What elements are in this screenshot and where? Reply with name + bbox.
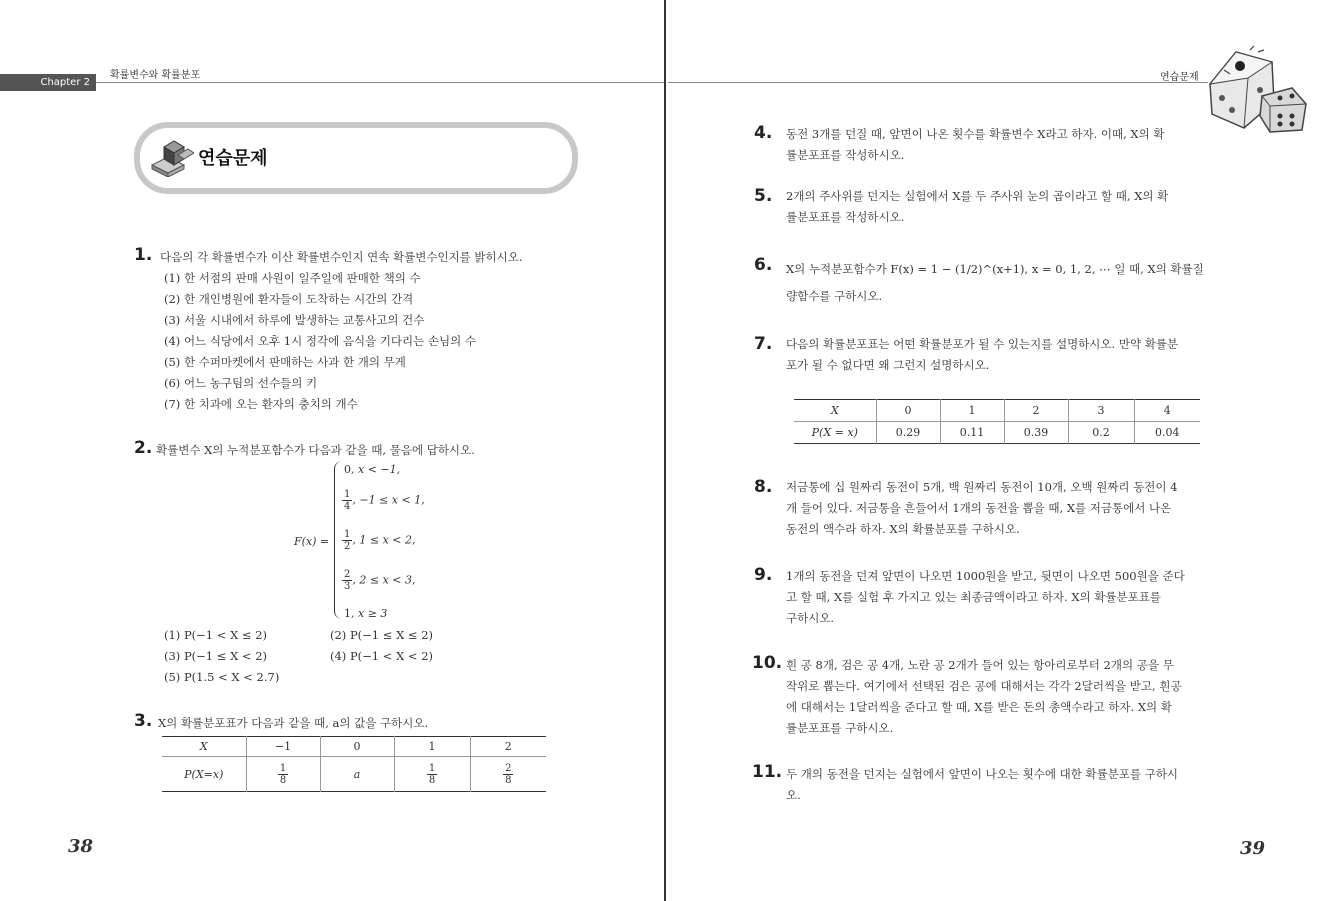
page-spine: [664, 0, 666, 901]
page-number-right: 39: [1240, 838, 1266, 859]
question-text-line: 작위로 뽑는다. 여기에서 선택된 검은 공에 대해서는 각각 2달러씩을 받고, 흰공: [786, 679, 1182, 693]
question-text-line: 고 할 때, X를 실험 후 가지고 있는 최종금액이라고 하자. X의 확률분포표를: [786, 590, 1161, 604]
table-cell: X: [162, 737, 246, 757]
question-text: 확률변수 X의 누적분포함수가 다음과 같을 때, 물음에 답하시오.: [156, 443, 475, 457]
table-cell: P(X=x): [162, 757, 246, 792]
table-cell: X: [794, 400, 876, 422]
table-cell: a: [320, 757, 394, 792]
cdf-case: $\frac{1}{2}$ , 1 ≤ x < 2,: [344, 529, 416, 552]
question-text-line: 률분포표를 구하시오.: [786, 721, 894, 735]
page-number-left: 38: [68, 836, 94, 857]
list-item: (4) P(−1 < X < 2): [330, 649, 434, 663]
table-cell: $\frac{1}{8}$: [394, 757, 470, 792]
table-cell: 0.04: [1155, 426, 1180, 439]
cdf-case: 1, x ≥ 3: [344, 607, 388, 620]
list-item: (1) 한 서점의 판매 사원이 일주일에 판매한 책의 수: [164, 271, 421, 285]
question-text-line: 동전 3개를 던질 때, 앞면이 나온 횟수를 확률변수 X라고 하자. 이때, X의 확: [786, 127, 1165, 141]
list-item: (3) P(−1 ≤ X < 2): [164, 649, 268, 663]
question-number: 5.: [754, 186, 773, 206]
list-item: (5) 한 수퍼마켓에서 판매하는 사과 한 개의 무게: [164, 355, 406, 369]
question-text: 다음의 각 확률변수가 이산 확률변수인지 연속 확률변수인지를 밝히시오.: [160, 250, 523, 264]
table-cell: 3: [1068, 400, 1134, 422]
list-item: (4) 어느 식당에서 오후 1시 정각에 음식을 기다리는 손님의 수: [164, 334, 477, 348]
table-cell: 1: [394, 737, 470, 757]
question-number: 8.: [754, 477, 773, 497]
question-number: 7.: [754, 334, 773, 354]
cdf-label: F(x) =: [294, 535, 330, 548]
header-rule-left: [96, 82, 664, 83]
list-item: (7) 한 치과에 오는 환자의 충치의 개수: [164, 397, 358, 411]
cdf-brace: [334, 461, 342, 619]
question-number: 2.: [134, 438, 153, 458]
header-rule-right: [668, 82, 1208, 83]
question-text-line: 구하시오.: [786, 611, 835, 625]
table-cell: 0.11: [940, 422, 1004, 444]
question-number: 4.: [754, 123, 773, 143]
blocks-icon: [148, 135, 194, 177]
table-row: [162, 757, 546, 792]
table-cell: 4: [1134, 400, 1200, 422]
banner-title: 연습문제: [198, 148, 268, 169]
probability-table: [794, 399, 1200, 444]
header-title-right: 연습문제: [1160, 72, 1199, 83]
dice-illustration: [1200, 44, 1312, 134]
question-text-line: 1개의 동전을 던져 앞면이 나오면 1000원을 받고, 뒷면이 나오면 500원을 준다: [786, 569, 1185, 583]
table-row: [794, 422, 1200, 444]
table-cell: 0: [876, 400, 940, 422]
table-cell: 2: [1004, 400, 1068, 422]
question-text-line: 다음의 확률분포표는 어떤 확률분포가 될 수 있는지를 설명하시오. 만약 확률분: [786, 337, 1179, 351]
table-cell: $\frac{1}{8}$: [246, 757, 320, 792]
question-number: 10.: [752, 653, 783, 673]
question-text: X의 확률분포표가 다음과 같을 때, a의 값을 구하시오.: [158, 716, 429, 730]
question-text-line: 두 개의 동전을 던지는 실험에서 앞면이 나오는 횟수에 대한 확률분포를 구하시: [786, 767, 1179, 781]
question-text-line: 량함수를 구하시오.: [786, 289, 883, 303]
list-item: (2) 한 개인병원에 환자들이 도착하는 시간의 간격: [164, 292, 414, 306]
question-text-line: X의 누적분포함수가 F(x) = 1 − (1/2)^(x+1), x = 0, 1, 2, ⋯ 일 때, X의 확률질: [786, 262, 1204, 276]
table-cell: 2: [470, 737, 546, 757]
table-header-row: [794, 400, 1200, 422]
cdf-case: $\frac{2}{3}$ , 2 ≤ x < 3,: [344, 569, 416, 592]
question-text-line: 개 들어 있다. 저금통을 흔들어서 1개의 동전을 뽑을 때, X를 저금통에서 나온: [786, 501, 1172, 515]
table-cell: 0: [320, 737, 394, 757]
question-number: 1.: [134, 245, 153, 265]
table-cell: 0.39: [1004, 422, 1068, 444]
question-text-line: 저금통에 십 원짜리 동전이 5개, 백 원짜리 동전이 10개, 오백 원짜리 동전이 4: [786, 480, 1178, 494]
list-item: (2) P(−1 ≤ X ≤ 2): [330, 628, 434, 642]
question-text-line: 흰 공 8개, 검은 공 4개, 노란 공 2개가 들어 있는 항아리로부터 2개의 공을 무: [786, 658, 1174, 672]
question-number: 9.: [754, 565, 773, 585]
question-number: 3.: [134, 711, 153, 731]
header-title-left: 확률변수와 확률분포: [110, 70, 201, 81]
table-cell: 0.2: [1068, 422, 1134, 444]
table-cell: −1: [246, 737, 320, 757]
list-item: (1) P(−1 < X ≤ 2): [164, 628, 268, 642]
question-text-line: 률분포표를 작성하시오.: [786, 148, 905, 162]
table-cell: $\frac{2}{8}$: [505, 762, 512, 786]
table-header-row: [162, 737, 546, 757]
table-cell: 1: [940, 400, 1004, 422]
question-text-line: 동전의 액수라 하자. X의 확률분포를 구하시오.: [786, 522, 1020, 536]
question-number: 6.: [754, 255, 773, 275]
list-item: (6) 어느 농구팀의 선수들의 키: [164, 376, 318, 390]
table-cell: P(X = x): [794, 422, 876, 444]
question-number: 11.: [752, 762, 783, 782]
list-item: (3) 서울 시내에서 하루에 발생하는 교통사고의 건수: [164, 313, 425, 327]
cdf-case: $\frac{1}{4}$ , −1 ≤ x < 1,: [344, 489, 425, 512]
question-text-line: 에 대해서는 1달러씩을 준다고 할 때, X를 받은 돈의 총액수라고 하자. X의 확: [786, 700, 1172, 714]
chapter-tab: Chapter 2: [0, 74, 96, 91]
table-cell: 0.29: [876, 422, 940, 444]
probability-table: [162, 736, 546, 792]
question-text-line: 오.: [786, 788, 801, 802]
question-text-line: 포가 될 수 없다면 왜 그런지 설명하시오.: [786, 358, 990, 372]
question-text-line: 2개의 주사위를 던지는 실험에서 X를 두 주사위 눈의 곱이라고 할 때, X의 확: [786, 189, 1169, 203]
question-text-line: 률분포표를 작성하시오.: [786, 210, 905, 224]
cdf-case: 0, x < −1,: [344, 463, 401, 476]
list-item: (5) P(1.5 < X < 2.7): [164, 670, 280, 684]
